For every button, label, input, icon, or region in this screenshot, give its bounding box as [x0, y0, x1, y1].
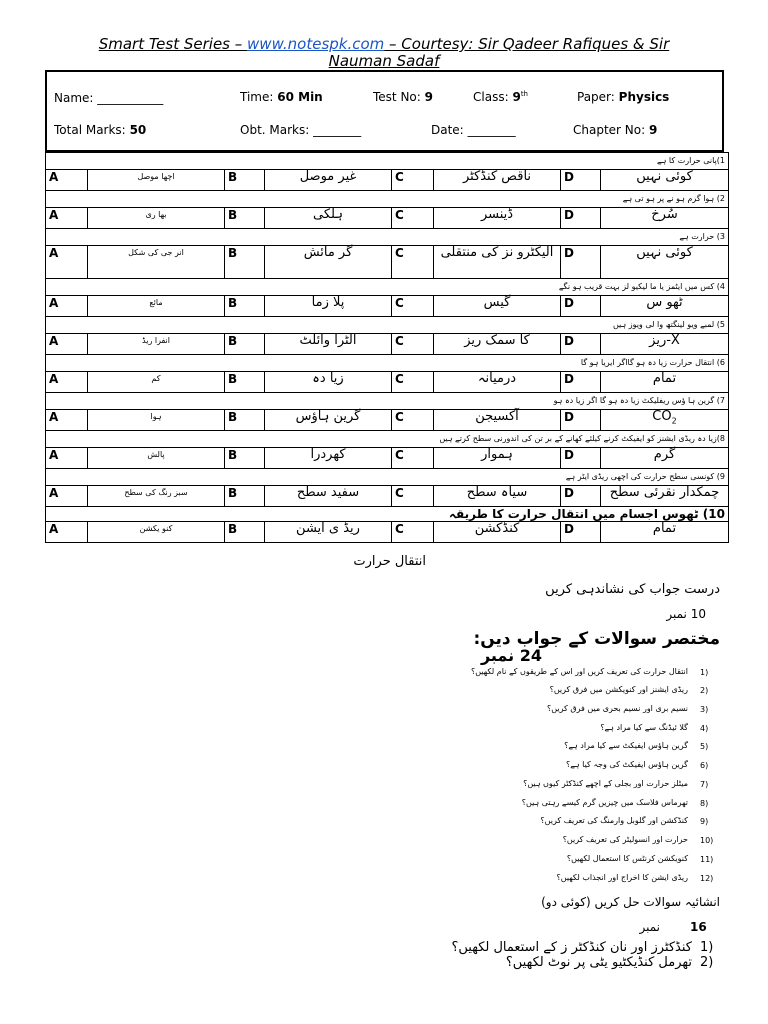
option-letter-b: B	[225, 296, 265, 317]
class-field: Class: 9th	[473, 90, 528, 104]
name-field: Name: ___________	[54, 91, 164, 105]
short-question-8: تھرماس فلاسک میں چیزیں گرم کیسے رہتی ہیں؟	[521, 798, 688, 807]
short-question-12: ریڈی ایشن کا اخراج اور انجذاب لکھیں؟	[556, 873, 688, 882]
option-a-text[interactable]: انر جی کی شکل	[88, 246, 225, 279]
option-b-text[interactable]: سفید سطح	[265, 486, 392, 507]
option-a-text[interactable]: انفرا ریڈ	[88, 334, 225, 355]
short-section-marks: 24 نمبر	[480, 646, 542, 665]
mcq-options-4	[46, 296, 729, 317]
option-c-text[interactable]: ناقص کنڈکٹر	[434, 170, 561, 191]
short-question-3: نسیم بری اور نسیم بحری میں فرق کریں؟	[547, 704, 688, 713]
option-c-text[interactable]: آکسیجن	[434, 410, 561, 431]
option-letter-a: A	[46, 246, 88, 279]
option-letter-a: A	[46, 170, 88, 191]
option-d-text[interactable]: کوئی نہیں	[601, 170, 729, 191]
date-field: Date: ________	[431, 123, 516, 137]
option-letter-a: A	[46, 522, 88, 543]
option-letter-d: D	[561, 208, 601, 229]
option-letter-b: B	[225, 486, 265, 507]
mcq-options-6	[46, 372, 729, 393]
option-c-text[interactable]: ہموار	[434, 448, 561, 469]
mcq-options-1	[46, 170, 729, 191]
mcq-question-4: 4) کس میں ایٹمز یا ما لیکیو لز بہت قریب ہو نگے	[46, 279, 729, 296]
option-d-text[interactable]: تمام	[601, 372, 729, 393]
option-letter-d: D	[561, 410, 601, 431]
long-section-marks: 16	[690, 920, 707, 934]
long-question-2-number: 2)	[700, 955, 714, 970]
short-question-10-number: 10)	[700, 836, 714, 845]
option-letter-d: D	[561, 334, 601, 355]
option-letter-c: C	[392, 410, 434, 431]
option-letter-d: D	[561, 522, 601, 543]
short-question-5-number: 5)	[700, 742, 709, 751]
short-question-1-number: 1)	[700, 668, 709, 677]
option-b-text[interactable]: ہلکی	[265, 208, 392, 229]
test-no-field: Test No: 9	[373, 90, 433, 104]
option-letter-d: D	[561, 486, 601, 507]
option-d-text[interactable]: چمکدار نقرئی سطح	[601, 486, 729, 507]
mcq-options-10	[46, 522, 729, 543]
option-d-text[interactable]: کوئی نہیں	[601, 246, 729, 279]
option-b-text[interactable]: پلا زما	[265, 296, 392, 317]
short-question-5: گرین ہاؤس ایفیکٹ سے کیا مراد ہے؟	[564, 741, 688, 750]
option-b-text[interactable]: گرین ہاؤس	[265, 410, 392, 431]
mcq-question-9: 9) کونسی سطح حرارت کی اچھی ریڈی ایٹر ہے	[46, 469, 729, 486]
short-question-12-number: 12)	[700, 874, 714, 883]
option-letter-b: B	[225, 170, 265, 191]
option-d-text[interactable]: سُرخ	[601, 208, 729, 229]
option-letter-c: C	[392, 246, 434, 279]
option-letter-a: A	[46, 372, 88, 393]
short-question-8-number: 8)	[700, 799, 709, 808]
mcq-table	[45, 152, 729, 543]
option-letter-a: A	[46, 334, 88, 355]
short-question-9: کنڈکشن اور گلوبل وارمنگ کی تعریف کریں؟	[540, 816, 688, 825]
option-letter-c: C	[392, 208, 434, 229]
option-d-text[interactable]: X-ریز	[601, 334, 729, 355]
mcq-question-3: 3) حرارت ہے	[46, 229, 729, 246]
mcq-question-1: 1)پانی حرارت کا ہے	[46, 153, 729, 170]
short-question-10: حرارت اور انسولیٹر کی تعریف کریں؟	[562, 835, 688, 844]
long-question-1: کنڈکٹرز اور نان کنڈکٹر ز کے استعمال لکھیں؟	[451, 940, 692, 955]
option-a-text[interactable]: کم	[88, 372, 225, 393]
topic-heading: انتقال حرارت	[353, 554, 426, 569]
option-letter-c: C	[392, 448, 434, 469]
mcq-options-3	[46, 246, 729, 279]
option-d-text[interactable]: گرم	[601, 448, 729, 469]
header-courtesy: – Courtesy: Sir Qadeer Rafiques & Sir	[384, 35, 670, 53]
mcq-question-7: 7) گرین ہا ؤس ریفلیکٹ زیا دہ ہو گا اگر زیا دہ ہو	[46, 393, 729, 410]
option-b-text[interactable]: زیا دہ	[265, 372, 392, 393]
mcq-question-5: 5) لمبے ویو لینگتھ وا لی ویوز ہیں	[46, 317, 729, 334]
option-letter-d: D	[561, 372, 601, 393]
option-letter-d: D	[561, 246, 601, 279]
option-d-text[interactable]: ٹھو س	[601, 296, 729, 317]
option-letter-c: C	[392, 372, 434, 393]
mcq-options-2	[46, 208, 729, 229]
option-b-text[interactable]: کھردرا	[265, 448, 392, 469]
option-c-text[interactable]: ڈینسر	[434, 208, 561, 229]
mcq-marks: 10 نمبر	[666, 607, 706, 621]
short-question-11: کنویکشن کرنٹس کا استعمال لکھیں؟	[566, 854, 688, 863]
option-c-text[interactable]: کنڈکشن	[434, 522, 561, 543]
mcq-options-9	[46, 486, 729, 507]
option-letter-b: B	[225, 448, 265, 469]
option-letter-c: C	[392, 522, 434, 543]
header-prefix: Smart Test Series –	[98, 35, 248, 53]
paper-field: Paper: Physics	[577, 90, 670, 104]
option-letter-a: A	[46, 486, 88, 507]
option-c-text[interactable]: سیاہ سطح	[434, 486, 561, 507]
time-field: Time: 60 Min	[240, 90, 323, 104]
option-letter-c: C	[392, 296, 434, 317]
long-section-marks-label: نمبر	[639, 920, 660, 934]
option-letter-b: B	[225, 522, 265, 543]
option-letter-b: B	[225, 334, 265, 355]
short-question-7-number: 7)	[700, 780, 709, 789]
short-question-6-number: 6)	[700, 761, 709, 770]
option-b-text[interactable]: گر مائش	[265, 246, 392, 279]
short-question-2-number: 2)	[700, 686, 709, 695]
mcq-question-10: 10) ٹھوس اجسام میں انتقال حرارت کا طریقہ	[46, 507, 729, 522]
header-line2: Nauman Sadaf	[328, 52, 440, 70]
option-d-text[interactable]: تمام	[601, 522, 729, 543]
option-letter-a: A	[46, 448, 88, 469]
option-a-text[interactable]: بھا ری	[88, 208, 225, 229]
option-letter-a: A	[46, 296, 88, 317]
option-letter-b: B	[225, 246, 265, 279]
option-letter-b: B	[225, 372, 265, 393]
option-b-text[interactable]: غیر موصل	[265, 170, 392, 191]
option-letter-b: B	[225, 208, 265, 229]
short-question-1: انتقال حرارت کی تعریف کریں اور اس کے طریقوں کے نام لکھیں؟	[470, 667, 688, 676]
short-question-7: میٹلز حرارت اور بجلی کے اچھے کنڈکٹر کیوں ہیں؟	[523, 779, 688, 788]
mcq-options-7	[46, 410, 729, 431]
option-b-text[interactable]: الٹرا وائلٹ	[265, 334, 392, 355]
short-question-4-number: 4)	[700, 724, 709, 733]
co2-formula: CO	[652, 409, 672, 424]
option-a-text[interactable]: کنو یکشن	[88, 522, 225, 543]
short-question-6: گرین ہاؤس ایفیکٹ کی وجہ کیا ہے؟	[566, 760, 688, 769]
option-c-text[interactable]: کا سمک ریز	[434, 334, 561, 355]
obt-marks-field: Obt. Marks: ________	[240, 123, 362, 137]
option-letter-b: B	[225, 410, 265, 431]
option-a-text[interactable]: پالش	[88, 448, 225, 469]
long-question-1-number: 1)	[700, 940, 714, 955]
co2-subscript: 2	[671, 416, 677, 426]
option-letter-d: D	[561, 296, 601, 317]
option-c-text[interactable]: گیس	[434, 296, 561, 317]
option-a-text[interactable]: ہوا	[88, 410, 225, 431]
long-question-2: تھرمل کنڈیکٹیو یٹی پر نوٹ لکھیں؟	[505, 955, 692, 970]
option-letter-d: D	[561, 448, 601, 469]
option-b-text[interactable]: ریڈ ی ایشن	[265, 522, 392, 543]
option-a-text[interactable]: اچھا موصل	[88, 170, 225, 191]
student-info-box	[45, 70, 724, 152]
instruction-text: درست جواب کی نشاندہی کریں	[545, 582, 720, 597]
option-a-text[interactable]: سبز رنگ کی سطح	[88, 486, 225, 507]
total-marks-field: Total Marks: 50	[54, 123, 147, 137]
short-question-9-number: 9)	[700, 817, 709, 826]
option-a-text[interactable]: مائع	[88, 296, 225, 317]
mcq-question-2: 2) ہوا گرم ہو نے پر ہو تی ہے	[46, 191, 729, 208]
option-d-text[interactable]	[601, 410, 729, 431]
chapter-field: Chapter No: 9	[573, 123, 658, 137]
short-question-4: گلا ئیڈنگ سے کیا مراد ہے؟	[600, 723, 688, 732]
long-section-title: انشائیہ سوالات حل کریں (کوئی دو)	[541, 895, 720, 909]
mcq-question-6: 6) انتقال حرارت زیا دہ ہو گااگر ایریا ہو گا	[46, 355, 729, 372]
option-letter-c: C	[392, 334, 434, 355]
short-question-11-number: 11)	[700, 855, 714, 864]
mcq-options-8	[46, 448, 729, 469]
document-header	[40, 36, 728, 70]
mcq-question-8: 8)زیا دہ ریڈی ایشنز کو ایفیکٹ کرنے کیلئے کھانے کے بر تن کی اندورنی سطح کرتے ہیں	[46, 431, 729, 448]
short-question-3-number: 3)	[700, 705, 709, 714]
option-c-text[interactable]: الیکٹرو نز کی منتقلی	[434, 246, 561, 279]
option-letter-c: C	[392, 486, 434, 507]
option-letter-c: C	[392, 170, 434, 191]
short-section-title: مختصر سوالات کے جواب دیں:	[473, 629, 720, 649]
mcq-options-5	[46, 334, 729, 355]
option-c-text[interactable]: درمیانہ	[434, 372, 561, 393]
option-letter-d: D	[561, 170, 601, 191]
short-question-2: ریڈی ایشنز اور کنویکشن میں فرق کریں؟	[549, 685, 688, 694]
option-letter-a: A	[46, 208, 88, 229]
option-letter-a: A	[46, 410, 88, 431]
website-link[interactable]: www.notespk.com	[247, 35, 385, 53]
